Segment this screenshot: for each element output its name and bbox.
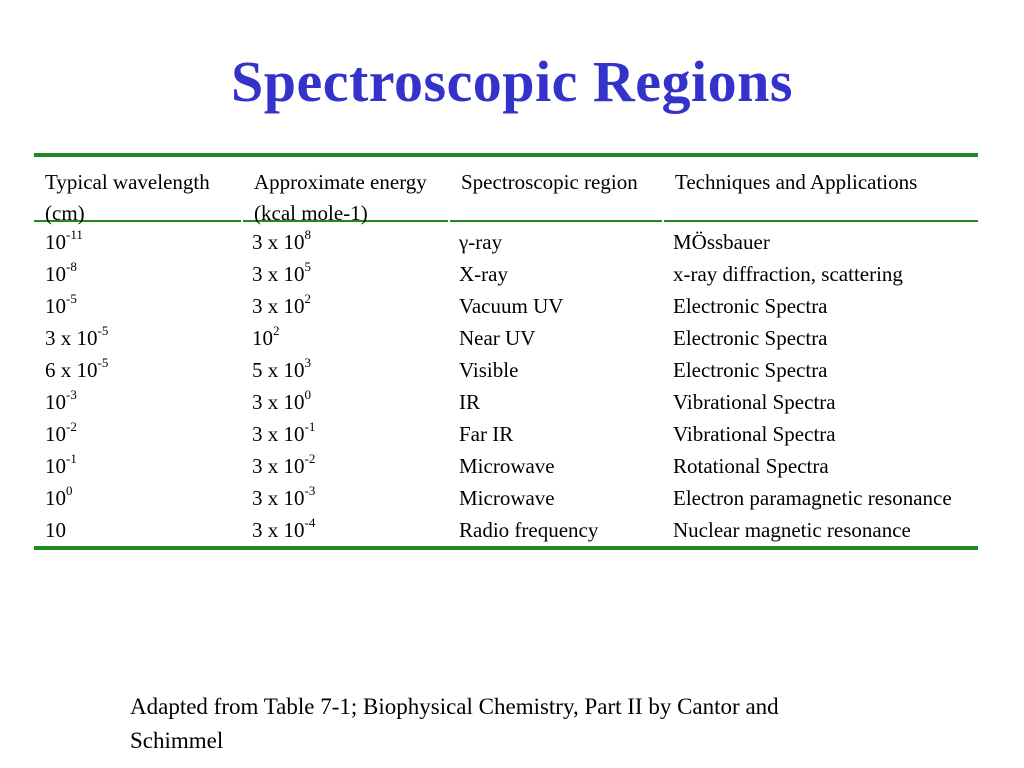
- cell-technique: Electronic Spectra: [673, 294, 828, 318]
- table-row: [34, 418, 978, 450]
- cell-energy-base: 10: [252, 326, 273, 350]
- cell-wavelength: [34, 482, 241, 514]
- cell-wavelength-base: 10: [45, 294, 66, 318]
- cell-energy-exponent: -3: [304, 483, 316, 498]
- cell-wavelength-exponent: -2: [66, 419, 77, 434]
- table-row: [34, 514, 978, 546]
- cell-energy: [241, 482, 448, 514]
- cell-technique: Rotational Spectra: [673, 454, 829, 478]
- cell-wavelength-base: 10: [45, 230, 66, 254]
- cell-region: IR: [459, 390, 480, 414]
- cell-wavelength-base: 6 x 10: [45, 358, 98, 382]
- cell-wavelength-base: 10: [45, 422, 66, 446]
- table-row: [34, 322, 978, 354]
- table-header-row: [34, 157, 978, 225]
- cell-wavelength-base: 10: [45, 262, 66, 286]
- cell-wavelength: [34, 226, 241, 258]
- cell-wavelength: [34, 322, 241, 354]
- source-caption: Adapted from Table 7-1; Biophysical Chemistry, Part II by Cantor and Schimmel: [130, 694, 779, 753]
- header-region: Spectroscopic region: [448, 157, 662, 229]
- cell-region: Vacuum UV: [459, 294, 564, 318]
- cell-energy: [241, 354, 448, 386]
- cell-wavelength: [34, 290, 241, 322]
- cell-energy-base: 3 x 10: [252, 230, 305, 254]
- table-bottom-rule: [34, 546, 978, 550]
- header-energy: Approximate energy (kcal mole-1): [241, 157, 448, 229]
- cell-energy-exponent: -2: [304, 451, 316, 466]
- cell-energy-exponent: -1: [304, 419, 316, 434]
- cell-wavelength: [34, 386, 241, 418]
- cell-technique: Vibrational Spectra: [673, 390, 836, 414]
- cell-region: Far IR: [459, 422, 514, 446]
- cell-technique: MÖssbauer: [673, 230, 770, 254]
- cell-energy: [241, 290, 448, 322]
- cell-energy-exponent: 8: [304, 227, 311, 242]
- cell-region: γ-ray: [459, 230, 503, 254]
- cell-wavelength-exponent: -5: [66, 291, 77, 306]
- cell-region: Near UV: [459, 326, 536, 350]
- cell-energy-exponent: -4: [304, 515, 316, 530]
- table-row: [34, 482, 978, 514]
- cell-energy: [241, 322, 448, 354]
- cell-technique: Electron paramagnetic resonance: [673, 486, 952, 510]
- cell-energy: [241, 418, 448, 450]
- table-row: [34, 386, 978, 418]
- table-row: [34, 226, 978, 258]
- cell-energy-base: 3 x 10: [252, 294, 305, 318]
- cell-technique: x-ray diffraction, scattering: [673, 262, 903, 286]
- cell-energy-exponent: 3: [304, 355, 311, 370]
- cell-region: Radio frequency: [459, 518, 599, 542]
- cell-energy-exponent: 2: [273, 323, 280, 338]
- table-row: [34, 450, 978, 482]
- cell-wavelength: [34, 450, 241, 482]
- cell-energy: [241, 450, 448, 482]
- cell-wavelength-base: 10: [45, 486, 66, 510]
- cell-energy-base: 3 x 10: [252, 518, 305, 542]
- cell-wavelength: [34, 418, 241, 450]
- cell-energy-base: 3 x 10: [252, 486, 305, 510]
- cell-energy-base: 3 x 10: [252, 262, 305, 286]
- cell-technique: Nuclear magnetic resonance: [673, 518, 911, 542]
- cell-region: X-ray: [459, 262, 508, 286]
- cell-wavelength-exponent: -1: [66, 451, 77, 466]
- cell-region: Microwave: [459, 454, 555, 478]
- table-body: [34, 226, 978, 546]
- cell-wavelength-base: 10: [45, 390, 66, 414]
- cell-technique: Electronic Spectra: [673, 358, 828, 382]
- cell-energy: [241, 386, 448, 418]
- cell-energy: [241, 514, 448, 546]
- cell-energy: [241, 226, 448, 258]
- cell-region: Microwave: [459, 486, 555, 510]
- table-row: [34, 354, 978, 386]
- table-row: [34, 258, 978, 290]
- cell-wavelength-exponent: 0: [66, 483, 73, 498]
- table-row: [34, 290, 978, 322]
- cell-energy-exponent: 0: [304, 387, 311, 402]
- cell-energy: [241, 258, 448, 290]
- cell-technique: Vibrational Spectra: [673, 422, 836, 446]
- cell-wavelength: [34, 354, 241, 386]
- cell-energy-base: 3 x 10: [252, 390, 305, 414]
- cell-technique: Electronic Spectra: [673, 326, 828, 350]
- cell-energy-base: 5 x 10: [252, 358, 305, 382]
- spectroscopic-regions-table: [34, 153, 978, 550]
- header-techniques: Techniques and Applications: [662, 157, 978, 229]
- cell-wavelength-base: 3 x 10: [45, 326, 98, 350]
- slide-title: Spectroscopic Regions: [230, 49, 793, 114]
- cell-energy-base: 3 x 10: [252, 422, 305, 446]
- cell-energy-base: 3 x 10: [252, 454, 305, 478]
- cell-wavelength-exponent: -5: [97, 355, 109, 370]
- header-wavelength: Typical wavelength (cm): [45, 170, 210, 225]
- cell-wavelength: [34, 514, 241, 546]
- cell-wavelength-base: 10: [45, 518, 66, 542]
- cell-wavelength-exponent: -5: [97, 323, 109, 338]
- cell-wavelength-base: 10: [45, 454, 66, 478]
- cell-wavelength-exponent: -3: [66, 387, 77, 402]
- cell-energy-exponent: 5: [304, 259, 311, 274]
- cell-wavelength-exponent: -11: [66, 227, 83, 242]
- cell-energy-exponent: 2: [304, 291, 311, 306]
- cell-wavelength: [34, 258, 241, 290]
- cell-region: Visible: [459, 358, 519, 382]
- cell-wavelength-exponent: -8: [66, 259, 77, 274]
